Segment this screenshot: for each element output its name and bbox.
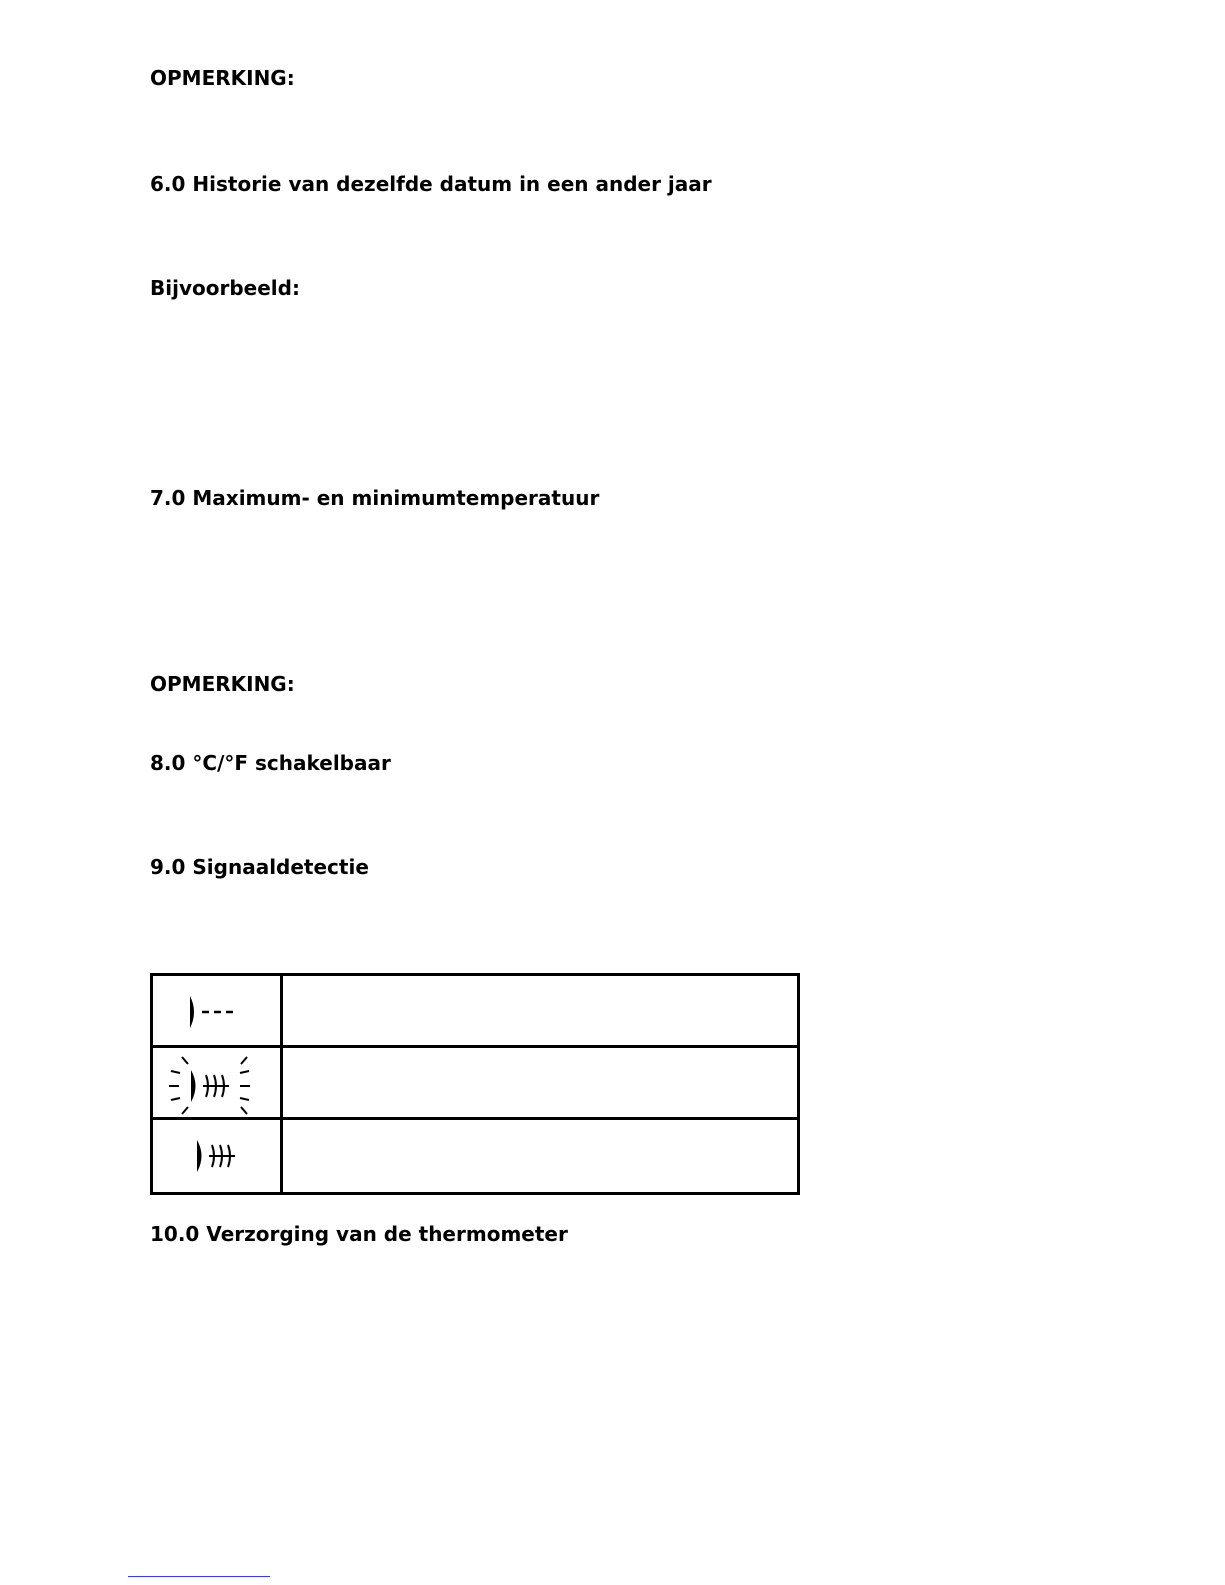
signal-description-cell (283, 1120, 797, 1192)
signal-description-cell (283, 976, 797, 1045)
signal-searching-icon (153, 1048, 280, 1120)
signal-icon-cell (153, 1120, 283, 1192)
signal-table-row (153, 1120, 797, 1192)
note-heading: OPMERKING: (150, 672, 295, 696)
section-heading-max-min: 7.0 Maximum- en minimumtemperatuur (150, 486, 600, 510)
signal-received-icon (153, 1120, 280, 1192)
signal-none-icon (153, 976, 280, 1048)
section-heading-signal-detection: 9.0 Signaaldetectie (150, 855, 369, 879)
note-heading: OPMERKING: (150, 66, 295, 90)
footer-rule (128, 1576, 270, 1577)
signal-icon-cell (153, 976, 283, 1045)
signal-table-row (153, 976, 797, 1048)
signal-description-cell (283, 1048, 797, 1117)
signal-icon-cell (153, 1048, 283, 1117)
signal-table-row (153, 1048, 797, 1120)
section-heading-unit-switch: 8.0 °C/°F schakelbaar (150, 751, 391, 775)
section-heading-care: 10.0 Verzorging van de thermometer (150, 1222, 568, 1246)
section-heading-history: 6.0 Historie van dezelfde datum in een ander jaar (150, 172, 712, 196)
example-label: Bijvoorbeeld: (150, 276, 300, 300)
signal-table (150, 973, 800, 1195)
